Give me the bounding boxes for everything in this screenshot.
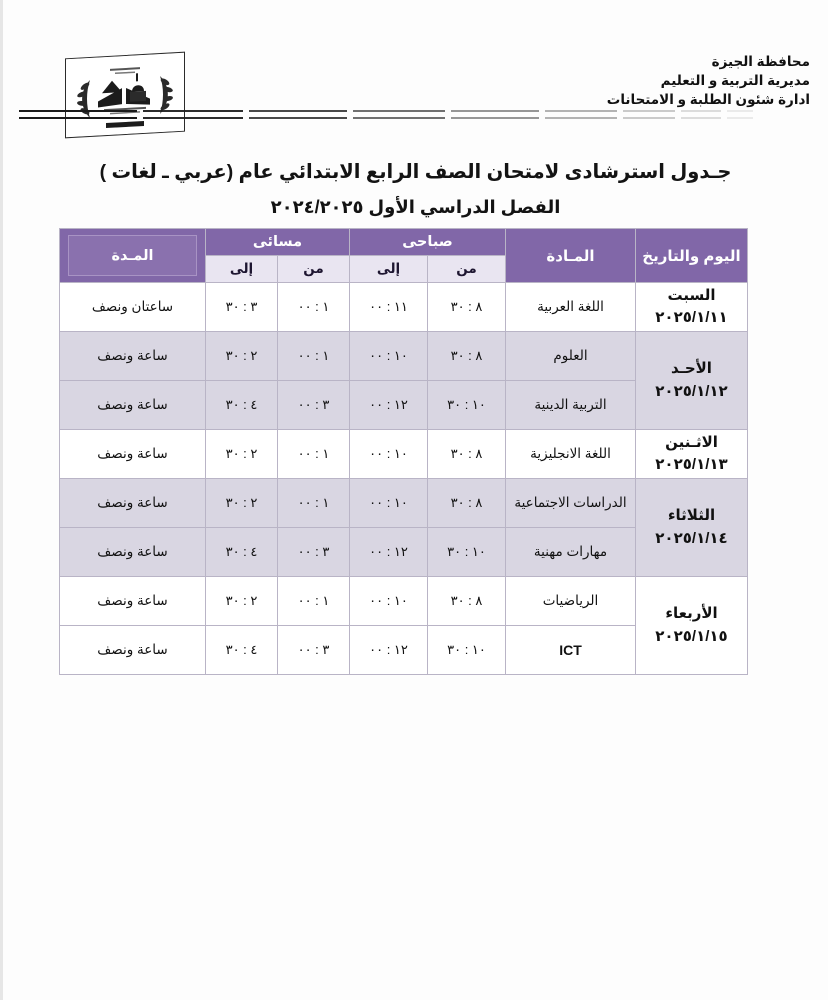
document-header — [3, 52, 828, 147]
table-row — [59, 577, 747, 626]
cell-evening-from: ١ : ٠٠ — [278, 332, 350, 381]
governorate-emblem-logo — [65, 52, 185, 139]
cell-morning-to: ١٠ : ٠٠ — [350, 430, 428, 479]
cell-day-date — [636, 283, 748, 332]
cell-duration: ساعة ونصف — [59, 528, 205, 577]
cell-subject: اللغة العربية — [506, 283, 636, 332]
cell-subject: مهارات مهنية — [506, 528, 636, 577]
cell-morning-from: ٨ : ٣٠ — [428, 479, 506, 528]
header-morning-to: إلى — [350, 256, 428, 283]
cell-morning-from: ١٠ : ٣٠ — [428, 626, 506, 675]
header-evening-group: مسائى — [205, 229, 349, 256]
ministry-line-department: ادارة شئون الطلبة و الامتحانات — [606, 92, 810, 108]
table-header-row-groups — [59, 229, 747, 256]
ministry-line-directorate: مديرية التربية و التعليم — [660, 73, 810, 89]
cell-evening-to: ٤ : ٣٠ — [205, 528, 277, 577]
cell-day-date — [636, 479, 748, 577]
cell-duration: ساعة ونصف — [59, 381, 205, 430]
cell-day-date — [636, 577, 748, 675]
cell-subject: الرياضيات — [506, 577, 636, 626]
cell-evening-from: ١ : ٠٠ — [278, 577, 350, 626]
cell-duration: ساعة ونصف — [59, 577, 205, 626]
cell-evening-to: ٢ : ٣٠ — [205, 332, 277, 381]
ministry-heading — [607, 52, 810, 109]
day-date: ٢٠٢٥/١/١٥ — [655, 627, 728, 645]
day-date: ٢٠٢٥/١/١٣ — [655, 456, 728, 473]
page-subtitle: الفصل الدراسي الأول ٢٠٢٤/٢٠٢٥ — [270, 197, 561, 217]
day-date: ٢٠٢٥/١/١٢ — [655, 382, 728, 400]
header-duration — [59, 229, 205, 283]
cell-subject: العلوم — [506, 332, 636, 381]
cell-evening-from: ٣ : ٠٠ — [278, 381, 350, 430]
table-row — [59, 332, 747, 381]
header-divider-rule — [19, 108, 752, 118]
page-title: جـدول استرشادى لامتحان الصف الرابع الابتدائي عام (عربي ـ لغات ) — [99, 161, 732, 183]
cell-evening-from: ١ : ٠٠ — [278, 479, 350, 528]
table-row — [59, 283, 747, 332]
cell-subject: اللغة الانجليزية — [506, 430, 636, 479]
header-day-date: اليوم والتاريخ — [636, 229, 748, 283]
cell-morning-from: ٨ : ٣٠ — [428, 332, 506, 381]
cell-evening-from: ١ : ٠٠ — [278, 430, 350, 479]
day-name: الاثـنين — [665, 433, 718, 451]
day-name: الثلاثاء — [667, 507, 716, 524]
schedule-table-container — [60, 228, 748, 675]
cell-morning-to: ١٠ : ٠٠ — [350, 577, 428, 626]
table-header — [59, 229, 747, 283]
header-evening-from: من — [278, 256, 350, 283]
header-morning-group: صباحى — [350, 229, 506, 256]
cell-duration: ساعتان ونصف — [59, 283, 205, 332]
table-row — [59, 479, 747, 528]
cell-evening-to: ٢ : ٣٠ — [205, 479, 277, 528]
cell-morning-from: ٨ : ٣٠ — [428, 430, 506, 479]
cell-subject: الدراسات الاجتماعية — [506, 479, 636, 528]
cell-morning-to: ١٢ : ٠٠ — [350, 528, 428, 577]
cell-evening-to: ٤ : ٣٠ — [205, 381, 277, 430]
header-morning-from: من — [428, 256, 506, 283]
cell-morning-to: ١١ : ٠٠ — [350, 283, 428, 332]
table-row — [59, 430, 747, 479]
cell-morning-from: ٨ : ٣٠ — [428, 283, 506, 332]
cell-morning-to: ١٠ : ٠٠ — [350, 479, 428, 528]
cell-subject: ICT — [506, 626, 636, 675]
cell-morning-from: ١٠ : ٣٠ — [428, 381, 506, 430]
cell-subject: التربية الدينية — [506, 381, 636, 430]
cell-evening-to: ٢ : ٣٠ — [205, 577, 277, 626]
cell-evening-from: ١ : ٠٠ — [278, 283, 350, 332]
cell-evening-to: ٣ : ٣٠ — [205, 283, 277, 332]
day-name: الأحـد — [671, 360, 712, 377]
cell-duration: ساعة ونصف — [59, 479, 205, 528]
cell-morning-from: ١٠ : ٣٠ — [428, 528, 506, 577]
table-body — [59, 283, 747, 675]
cell-evening-to: ٢ : ٣٠ — [205, 430, 277, 479]
cell-evening-from: ٣ : ٠٠ — [278, 528, 350, 577]
cell-evening-from: ٣ : ٠٠ — [278, 626, 350, 675]
cell-morning-to: ١٠ : ٠٠ — [350, 332, 428, 381]
header-evening-to: إلى — [205, 256, 277, 283]
day-date: ٢٠٢٥/١/١٤ — [655, 529, 728, 547]
cell-day-date — [636, 332, 748, 430]
cell-morning-from: ٨ : ٣٠ — [428, 577, 506, 626]
cell-morning-to: ١٢ : ٠٠ — [350, 626, 428, 675]
cell-day-date — [636, 430, 748, 479]
header-subject: المـادة — [506, 229, 636, 283]
day-date: ٢٠٢٥/١/١١ — [655, 309, 728, 326]
day-name: السبت — [667, 286, 716, 304]
cell-evening-to: ٤ : ٣٠ — [205, 626, 277, 675]
cell-duration: ساعة ونصف — [59, 430, 205, 479]
header-duration-label: المـدة — [68, 235, 197, 276]
ministry-line-governorate: محافظة الجيزة — [711, 54, 810, 69]
day-name: الأربعاء — [665, 605, 718, 622]
exam-schedule-table — [59, 228, 748, 675]
cell-duration: ساعة ونصف — [59, 626, 205, 675]
cell-morning-to: ١٢ : ٠٠ — [350, 381, 428, 430]
cell-duration: ساعة ونصف — [59, 332, 205, 381]
